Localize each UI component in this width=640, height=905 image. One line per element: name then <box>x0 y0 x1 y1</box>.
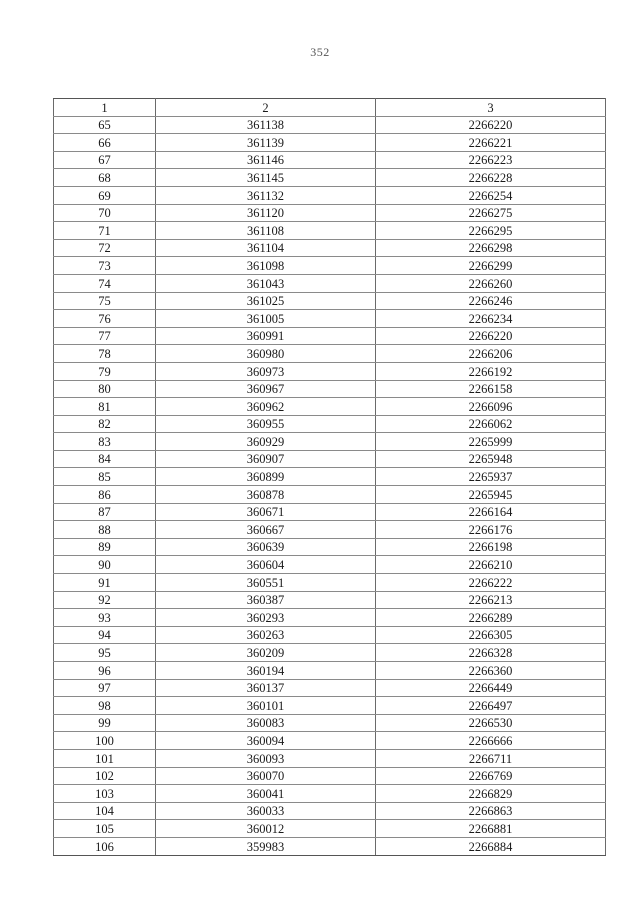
table-row <box>54 538 606 556</box>
y-coordinate-cell: 2266298 <box>376 239 606 257</box>
table-row <box>54 380 606 398</box>
point-number-cell: 74 <box>54 274 156 292</box>
table-row <box>54 222 606 240</box>
point-number-cell: 98 <box>54 697 156 715</box>
point-number-cell: 103 <box>54 785 156 803</box>
point-number-cell: 85 <box>54 468 156 486</box>
y-coordinate-cell: 2266234 <box>376 310 606 328</box>
point-number-cell: 66 <box>54 134 156 152</box>
table-row <box>54 274 606 292</box>
x-coordinate-cell: 360929 <box>156 433 376 451</box>
x-coordinate-cell: 360962 <box>156 398 376 416</box>
y-coordinate-cell: 2265948 <box>376 450 606 468</box>
x-coordinate-cell: 360907 <box>156 450 376 468</box>
y-coordinate-cell: 2266220 <box>376 327 606 345</box>
x-coordinate-cell: 360041 <box>156 785 376 803</box>
point-number-cell: 101 <box>54 749 156 767</box>
y-coordinate-cell: 2266206 <box>376 345 606 363</box>
point-number-cell: 67 <box>54 151 156 169</box>
x-coordinate-cell: 361139 <box>156 134 376 152</box>
y-coordinate-cell: 2265937 <box>376 468 606 486</box>
x-coordinate-cell: 361138 <box>156 116 376 134</box>
y-coordinate-cell: 2266260 <box>376 274 606 292</box>
table-row <box>54 749 606 767</box>
point-number-cell: 69 <box>54 186 156 204</box>
point-number-cell: 104 <box>54 802 156 820</box>
y-coordinate-cell: 2266198 <box>376 538 606 556</box>
table-row <box>54 362 606 380</box>
table-row <box>54 679 606 697</box>
point-number-cell: 83 <box>54 433 156 451</box>
point-number-cell: 84 <box>54 450 156 468</box>
point-number-cell: 99 <box>54 714 156 732</box>
point-number-cell: 97 <box>54 679 156 697</box>
table-row <box>54 398 606 416</box>
point-number-cell: 87 <box>54 503 156 521</box>
table-row <box>54 116 606 134</box>
point-number-cell: 71 <box>54 222 156 240</box>
table-row <box>54 468 606 486</box>
y-coordinate-cell: 2266228 <box>376 169 606 187</box>
table-row <box>54 802 606 820</box>
table-row <box>54 503 606 521</box>
x-coordinate-cell: 360094 <box>156 732 376 750</box>
x-coordinate-cell: 360263 <box>156 626 376 644</box>
x-coordinate-cell: 360033 <box>156 802 376 820</box>
point-number-cell: 68 <box>54 169 156 187</box>
table-row <box>54 732 606 750</box>
y-coordinate-cell: 2266221 <box>376 134 606 152</box>
table-row <box>54 714 606 732</box>
point-number-cell: 100 <box>54 732 156 750</box>
table-row <box>54 644 606 662</box>
x-coordinate-cell: 360194 <box>156 662 376 680</box>
point-number-cell: 93 <box>54 609 156 627</box>
point-number-cell: 70 <box>54 204 156 222</box>
x-coordinate-cell: 360083 <box>156 714 376 732</box>
point-number-cell: 81 <box>54 398 156 416</box>
y-coordinate-cell: 2266254 <box>376 186 606 204</box>
table-row <box>54 257 606 275</box>
y-coordinate-cell: 2266299 <box>376 257 606 275</box>
y-coordinate-cell: 2265999 <box>376 433 606 451</box>
point-number-cell: 94 <box>54 626 156 644</box>
x-coordinate-cell: 360387 <box>156 591 376 609</box>
x-coordinate-cell: 361145 <box>156 169 376 187</box>
coordinates-table-container <box>53 98 605 856</box>
y-coordinate-cell: 2266246 <box>376 292 606 310</box>
table-row <box>54 327 606 345</box>
table-row <box>54 626 606 644</box>
y-coordinate-cell: 2266884 <box>376 837 606 855</box>
point-number-cell: 90 <box>54 556 156 574</box>
table-row <box>54 433 606 451</box>
table-row <box>54 574 606 592</box>
table-row <box>54 662 606 680</box>
table-row <box>54 134 606 152</box>
x-coordinate-cell: 360639 <box>156 538 376 556</box>
y-coordinate-cell: 2266192 <box>376 362 606 380</box>
table-row <box>54 186 606 204</box>
table-row <box>54 450 606 468</box>
x-coordinate-cell: 360955 <box>156 415 376 433</box>
y-coordinate-cell: 2266275 <box>376 204 606 222</box>
y-coordinate-cell: 2266711 <box>376 749 606 767</box>
point-number-cell: 106 <box>54 837 156 855</box>
x-coordinate-cell: 360012 <box>156 820 376 838</box>
point-number-cell: 82 <box>54 415 156 433</box>
y-coordinate-cell: 2266213 <box>376 591 606 609</box>
point-number-cell: 65 <box>54 116 156 134</box>
x-coordinate-cell: 360604 <box>156 556 376 574</box>
y-coordinate-cell: 2266062 <box>376 415 606 433</box>
y-coordinate-cell: 2266863 <box>376 802 606 820</box>
point-number-cell: 91 <box>54 574 156 592</box>
x-coordinate-cell: 360991 <box>156 327 376 345</box>
x-coordinate-cell: 360137 <box>156 679 376 697</box>
point-number-cell: 77 <box>54 327 156 345</box>
y-coordinate-cell: 2266210 <box>376 556 606 574</box>
table-row <box>54 609 606 627</box>
page-number: 352 <box>310 45 330 59</box>
y-coordinate-cell: 2266360 <box>376 662 606 680</box>
point-number-cell: 72 <box>54 239 156 257</box>
x-coordinate-cell: 360671 <box>156 503 376 521</box>
x-coordinate-cell: 360209 <box>156 644 376 662</box>
y-coordinate-cell: 2266449 <box>376 679 606 697</box>
y-coordinate-cell: 2266223 <box>376 151 606 169</box>
x-coordinate-cell: 360967 <box>156 380 376 398</box>
coordinates-table <box>53 98 606 856</box>
table-row <box>54 837 606 855</box>
point-number-cell: 75 <box>54 292 156 310</box>
x-coordinate-cell: 361108 <box>156 222 376 240</box>
x-coordinate-cell: 361025 <box>156 292 376 310</box>
point-number-cell: 105 <box>54 820 156 838</box>
x-coordinate-cell: 360899 <box>156 468 376 486</box>
point-number-cell: 89 <box>54 538 156 556</box>
y-coordinate-cell: 2266769 <box>376 767 606 785</box>
x-coordinate-cell: 361104 <box>156 239 376 257</box>
y-coordinate-cell: 2266295 <box>376 222 606 240</box>
table-row <box>54 767 606 785</box>
point-number-cell: 102 <box>54 767 156 785</box>
y-coordinate-cell: 2266305 <box>376 626 606 644</box>
table-row <box>54 521 606 539</box>
point-number-cell: 80 <box>54 380 156 398</box>
x-coordinate-cell: 360093 <box>156 749 376 767</box>
x-coordinate-cell: 361146 <box>156 151 376 169</box>
table-row <box>54 591 606 609</box>
x-coordinate-cell: 360973 <box>156 362 376 380</box>
y-coordinate-cell: 2266881 <box>376 820 606 838</box>
y-coordinate-cell: 2266666 <box>376 732 606 750</box>
x-coordinate-cell: 360667 <box>156 521 376 539</box>
table-row <box>54 697 606 715</box>
table-header-row <box>54 99 606 117</box>
y-coordinate-cell: 2266222 <box>376 574 606 592</box>
table-row <box>54 204 606 222</box>
y-coordinate-cell: 2266176 <box>376 521 606 539</box>
table-body <box>54 116 606 855</box>
x-coordinate-cell: 361043 <box>156 274 376 292</box>
x-coordinate-cell: 361098 <box>156 257 376 275</box>
column-header-1: 1 <box>54 99 156 117</box>
point-number-cell: 92 <box>54 591 156 609</box>
y-coordinate-cell: 2266158 <box>376 380 606 398</box>
column-header-2: 2 <box>156 99 376 117</box>
y-coordinate-cell: 2266164 <box>376 503 606 521</box>
y-coordinate-cell: 2266497 <box>376 697 606 715</box>
point-number-cell: 96 <box>54 662 156 680</box>
column-header-3: 3 <box>376 99 606 117</box>
table-row <box>54 785 606 803</box>
point-number-cell: 73 <box>54 257 156 275</box>
table-row <box>54 415 606 433</box>
point-number-cell: 88 <box>54 521 156 539</box>
y-coordinate-cell: 2266289 <box>376 609 606 627</box>
point-number-cell: 95 <box>54 644 156 662</box>
table-row <box>54 486 606 504</box>
x-coordinate-cell: 360293 <box>156 609 376 627</box>
x-coordinate-cell: 359983 <box>156 837 376 855</box>
point-number-cell: 86 <box>54 486 156 504</box>
table-row <box>54 239 606 257</box>
table-row <box>54 292 606 310</box>
table-row <box>54 556 606 574</box>
x-coordinate-cell: 360070 <box>156 767 376 785</box>
table-row <box>54 151 606 169</box>
x-coordinate-cell: 361120 <box>156 204 376 222</box>
point-number-cell: 79 <box>54 362 156 380</box>
x-coordinate-cell: 361132 <box>156 186 376 204</box>
table-row <box>54 820 606 838</box>
x-coordinate-cell: 360980 <box>156 345 376 363</box>
x-coordinate-cell: 360878 <box>156 486 376 504</box>
y-coordinate-cell: 2266220 <box>376 116 606 134</box>
x-coordinate-cell: 361005 <box>156 310 376 328</box>
y-coordinate-cell: 2265945 <box>376 486 606 504</box>
y-coordinate-cell: 2266530 <box>376 714 606 732</box>
point-number-cell: 76 <box>54 310 156 328</box>
table-row <box>54 310 606 328</box>
y-coordinate-cell: 2266328 <box>376 644 606 662</box>
y-coordinate-cell: 2266829 <box>376 785 606 803</box>
y-coordinate-cell: 2266096 <box>376 398 606 416</box>
x-coordinate-cell: 360101 <box>156 697 376 715</box>
point-number-cell: 78 <box>54 345 156 363</box>
x-coordinate-cell: 360551 <box>156 574 376 592</box>
table-row <box>54 169 606 187</box>
table-row <box>54 345 606 363</box>
